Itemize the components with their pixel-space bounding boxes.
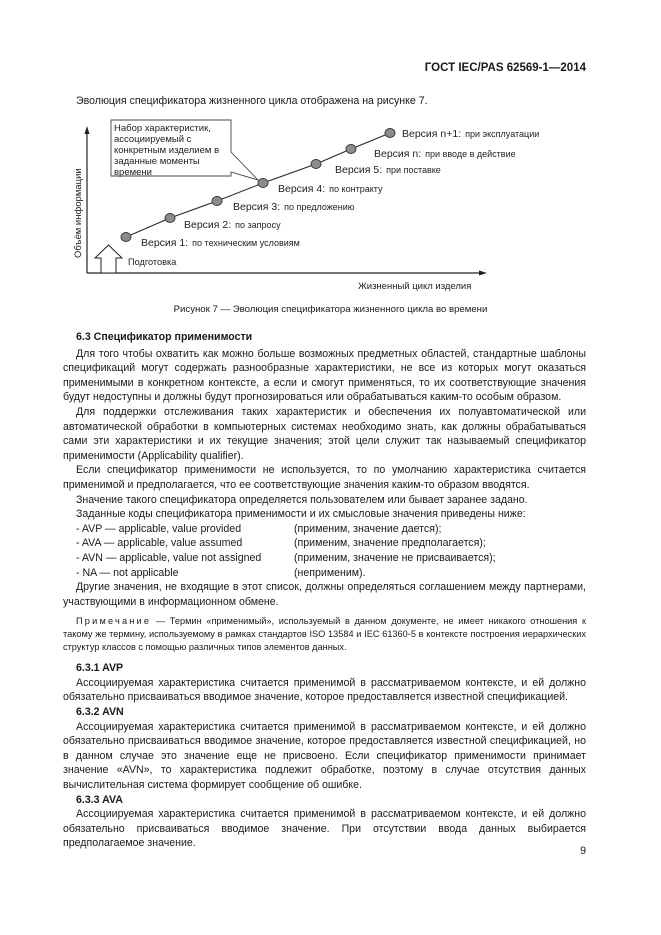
version-4-marker-icon: [258, 179, 268, 188]
list-item: [76, 522, 586, 537]
paragraph: Заданные коды спецификатора применимости и их смысловые значения приведены ниже:: [76, 508, 526, 521]
subsection-heading-6-3-2: 6.3.2 AVN: [76, 706, 124, 719]
svg-text:Версия n:при вводе в действие: Версия n: при вводе в действие: [374, 148, 516, 160]
version-1-marker-icon: [121, 233, 131, 242]
code-meaning: (применим, значение предполагается);: [294, 537, 486, 550]
paragraph: Другие значения, не входящие в этот список, должны определяться соглашением между партнерами, участвующими в информационном обмене.: [63, 581, 586, 608]
svg-text:конкретным изделием в: конкретным изделием в: [114, 145, 220, 156]
version-n-marker-icon: [346, 145, 356, 154]
document-header: ГОСТ IEC/PAS 62569-1—2014: [424, 62, 586, 74]
code-term: - NA — not applicable: [76, 566, 179, 579]
section-heading-6-3: 6.3 Спецификатор применимости: [76, 331, 253, 343]
svg-text:Версия n+1:при эксплуатации: Версия n+1: при эксплуатации: [402, 128, 540, 140]
note: [63, 615, 586, 654]
svg-text:Версия 2:по запросу: Версия 2: по запросу: [184, 219, 281, 231]
figure-caption: Рисунок 7 — Эволюция спецификатора жизненного цикла во времени: [173, 304, 488, 315]
x-axis-label: Жизненный цикл изделия: [358, 281, 472, 292]
svg-text:времени: времени: [114, 167, 152, 178]
paragraph: Для того чтобы охватить как можно больше возможных предметных областей, стандартные шаблоны спецификаций могут содержать разнообразные характеристики, не все из которых могут оказаться применимыми в конкретном контексте, а если и смогут применяться, то их соответствующие значения будут недоступны и должны будут прогнозироваться или обрабатываться каким-то особым образом.: [63, 347, 586, 404]
svg-text:Версия 4:по контракту: Версия 4: по контракту: [278, 183, 383, 195]
svg-text:Набор характеристик,: Набор характеристик,: [114, 123, 211, 134]
code-meaning: (неприменим).: [294, 566, 366, 579]
x-axis-arrow-icon: [479, 271, 487, 276]
code-term: - AVA — applicable, value assumed: [76, 537, 243, 550]
y-axis-arrow-icon: [85, 126, 90, 134]
list-item: [76, 536, 586, 551]
preparation-arrow-icon: [95, 245, 122, 273]
paragraph: Ассоциируемая характеристика считается применимой в рассматриваемом контексте, и ей должно обязательно присваиваться вводимое значение, которое предоставляется известной спецификацией.: [63, 676, 586, 704]
svg-text:заданные моменты: заданные моменты: [114, 156, 200, 167]
document-body: [63, 330, 586, 851]
paragraph: Значение такого спецификатора определяется пользователем или бывает заранее задано.: [76, 493, 528, 506]
preparation-label: Подготовка: [128, 257, 177, 267]
code-meaning: (применим, значение дается);: [294, 522, 442, 535]
paragraph: Ассоциируемая характеристика считается применимой в рассматриваемом контексте, и ей должно обязательно присваиваться вводимое значение, которое предоставляется известной спецификацией, но в данном случае это значение еще не присвоено. Если спецификатор применимости принимает значение «AVN», то характеристика подлежит обработке, поэтому в случае отсутствия данных вычислительная система формирует сообщение об ошибке.: [63, 720, 586, 792]
intro-text: Эволюция спецификатора жизненного цикла отображена на рисунке 7.: [76, 95, 428, 107]
callout-box: [111, 120, 258, 180]
version-3-marker-icon: [212, 197, 222, 206]
svg-text:ассоциируемый с: ассоциируемый с: [114, 134, 192, 145]
note-label: Примечание: [76, 616, 152, 627]
note-text: — Термин «применимый», используемый в данном документе, не имеет никакого отношения к такому же термину, используемому в рамках стандартов ISO 13584 и IEC 61360-5 в контексте построения иерархических структур классов с помощью различных типов элементов данных.: [63, 616, 586, 653]
version-n1-marker-icon: [385, 129, 395, 138]
version-5-marker-icon: [311, 160, 321, 169]
subsection-heading-6-3-3: 6.3.3 AVA: [76, 793, 123, 806]
list-item: [76, 566, 586, 581]
paragraph: Ассоциируемая характеристика считается применимой в рассматриваемом контексте, и ей должно обязательно присваиваться вводимое значение. При отсутствии ввода данных выбирается предполагаемое значение.: [63, 808, 586, 850]
y-axis-label: Объём информации: [73, 168, 84, 258]
list-item: [76, 551, 586, 566]
paragraph: Если спецификатор применимости не используется, то по умолчанию характеристика считается применимой и предполагается, что ее соответствующие значения каким-то образом вводятся.: [63, 464, 586, 491]
svg-text:Версия 3:по предложению: Версия 3: по предложению: [233, 201, 355, 213]
svg-text:Версия 5:при поставке: Версия 5: при поставке: [335, 164, 441, 176]
version-2-marker-icon: [165, 214, 175, 223]
code-term: - AVN — applicable, value not assigned: [76, 551, 262, 564]
applicability-codes-list: [63, 522, 586, 580]
page-number: 9: [580, 845, 586, 857]
lifecycle-figure: [0, 0, 661, 300]
svg-text:Версия 1:по техническим услови: Версия 1: по техническим условиям: [141, 237, 300, 249]
subsection-heading-6-3-1: 6.3.1 AVP: [76, 662, 124, 675]
paragraph: Для поддержки отслеживания таких характеристик и обеспечения их полуавтоматической или автоматической обработки в компьютерных системах необходимо знать, как должны обрабатываться сами эти характеристики и их текущие значения; этой цели служит так называемый спецификатор применимости (Applicability qualifier).: [63, 405, 586, 462]
code-meaning: (применим, значение не присваивается);: [294, 551, 496, 564]
code-term: - AVP — applicable, value provided: [76, 522, 242, 535]
